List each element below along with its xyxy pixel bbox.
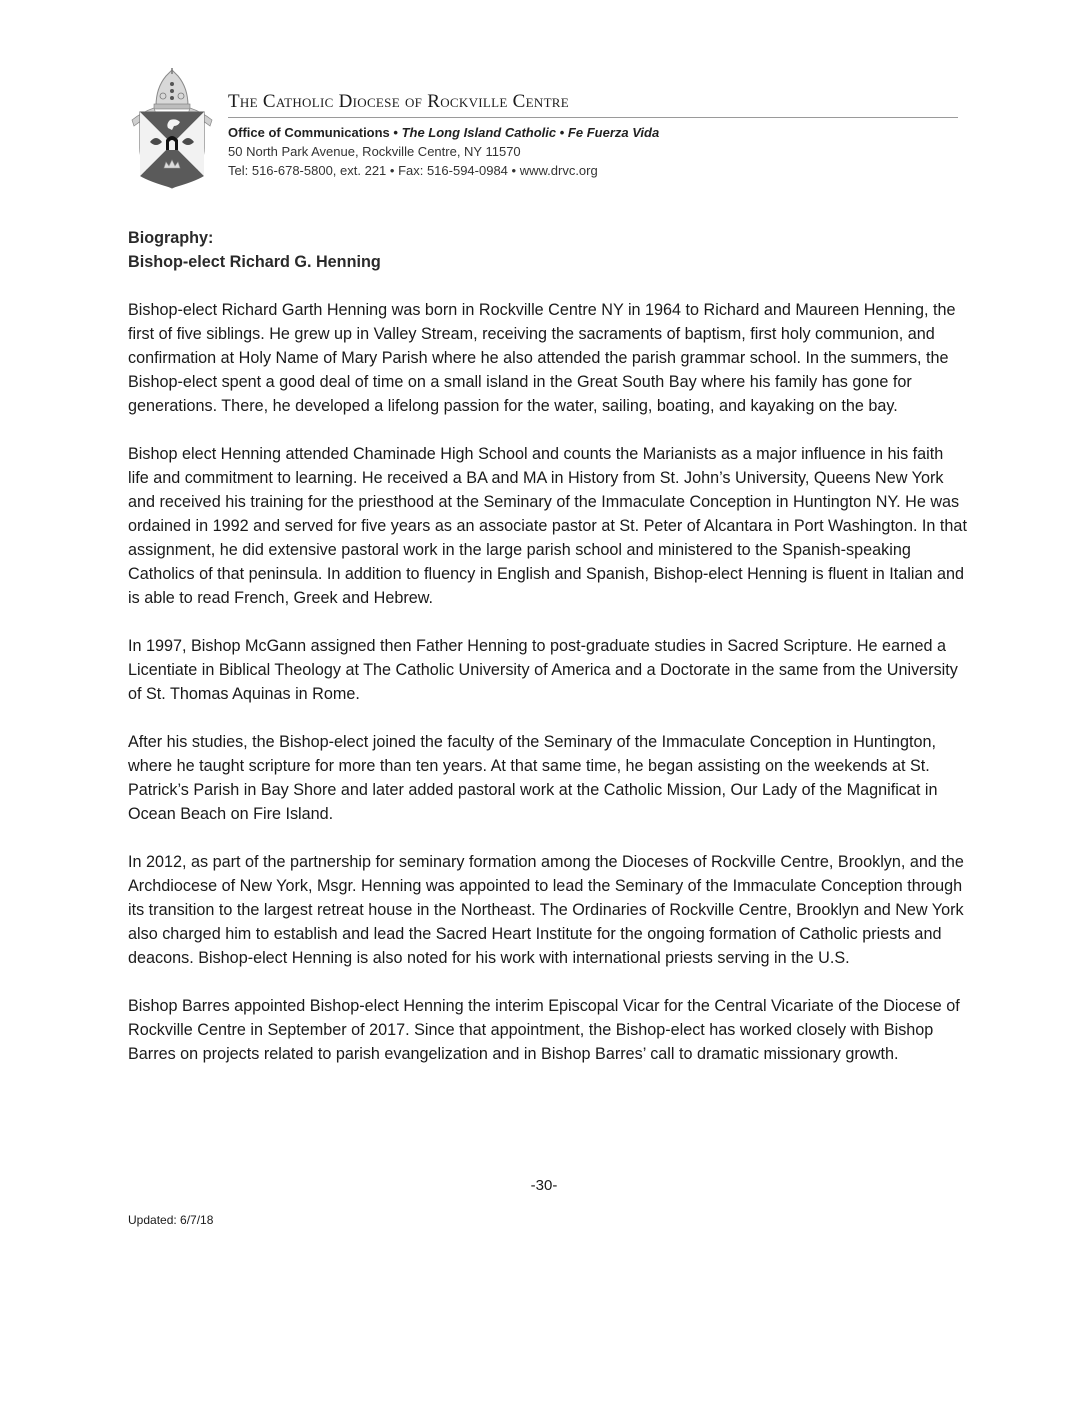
- fax: Fax: 516-594-0984: [398, 163, 508, 178]
- letterhead: [228, 91, 960, 180]
- office-name: Office of Communications: [228, 125, 390, 140]
- end-mark: -30-: [530, 1177, 558, 1194]
- diocese-crest-icon: [126, 66, 218, 192]
- bullet-separator: •: [386, 163, 399, 178]
- paragraph: In 2012, as part of the partnership for seminary formation among the Dioceses of Rockville Centre, Brooklyn, and the Archdiocese of New York, Msgr. Henning was appointed to lead the Seminary of the Immaculate Conception through its transition to the largest retreat house in the Northeast. The Ordinaries of Rockville Centre, Brooklyn and New York also charged him to establish and lead the Sacred Heart Institute for the ongoing formation of Catholic priests and deacons. Bishop-elect Henning is also noted for his work with international priests serving in the U.S.: [128, 853, 964, 967]
- telephone: Tel: 516-678-5800, ext. 221: [228, 163, 387, 178]
- letterhead-address: 50 North Park Avenue, Rockville Centre, NY 11570: [228, 144, 521, 159]
- letterhead-contact: [228, 161, 960, 180]
- paragraph: Bishop Barres appointed Bishop-elect Henning the interim Episcopal Vicar for the Central Vicariate of the Diocese of Rockville Centre in September of 2017. Since that appointment, the Bishop-elect has worked closely with Bishop Barres on projects related to parish evangelization and in Bishop Barres’ call to dramatic missionary growth.: [128, 997, 960, 1063]
- publication-name: The Long Island Catholic: [401, 125, 557, 140]
- document-body: [128, 226, 968, 1066]
- paragraph: After his studies, the Bishop-elect joined the faculty of the Seminary of the Immaculate Conception in Huntington, where he taught scripture for more than ten years. At that same time, he began assisting on the weekends at St. Patrick’s Parish in Bay Shore and later added pastoral work at the Catholic Mission, Our Lady of the Magnificat in Ocean Beach on Fire Island.: [128, 733, 938, 823]
- letterhead-divider: [228, 117, 958, 118]
- paragraph: Bishop elect Henning attended Chaminade High School and counts the Marianists as a major influence in his faith life and commitment to learning. He received a BA and MA in History from St. John’s University, Queens New York and received his training for the priesthood at the Seminary of the Immaculate Conception in Huntington NY. He was ordained in 1992 and served for five years as an associate pastor at St. Peter of Alcantara in Port Washington. In that assignment, he did extensive pastoral work in the large parish school and ministered to the Spanish-speaking Catholics of that peninsula. In addition to fluency in English and Spanish, Bishop-elect Henning is fluent in Italian and is able to read French, Greek and Hebrew.: [128, 445, 967, 607]
- document-subject: Bishop-elect Richard G. Henning: [128, 253, 381, 271]
- document-heading: Biography:: [128, 229, 214, 247]
- letterhead-offices: [228, 123, 960, 142]
- bullet-separator: •: [556, 125, 568, 140]
- website-link[interactable]: www.drvc.org: [519, 163, 598, 178]
- paragraph: In 1997, Bishop McGann assigned then Father Henning to post-graduate studies in Sacred Scripture. He earned a Licentiate in Biblical Theology at The Catholic University of America and a Doctorate in the same from the University of St. Thomas Aquinas in Rome.: [128, 637, 958, 703]
- paragraph: Bishop-elect Richard Garth Henning was born in Rockville Centre NY in 1964 to Richard and Maureen Henning, the first of five siblings. He grew up in Valley Stream, receiving the sacraments of baptism, first holy communion, and confirmation at Holy Name of Mary Parish where he also attended the parish grammar school. In the summers, the Bishop-elect spent a good deal of time on a small island in the Great South Bay where his family has gone for generations. There, he developed a lifelong passion for the water, sailing, boating, and kayaking on the bay.: [128, 301, 956, 415]
- bullet-separator: •: [389, 125, 402, 140]
- updated-date: Updated: 6/7/18: [128, 1213, 214, 1227]
- organization-name: The Catholic Diocese of Rockville Centre: [228, 91, 570, 112]
- bullet-separator: •: [507, 163, 520, 178]
- publication-name: Fe Fuerza Vida: [567, 125, 660, 140]
